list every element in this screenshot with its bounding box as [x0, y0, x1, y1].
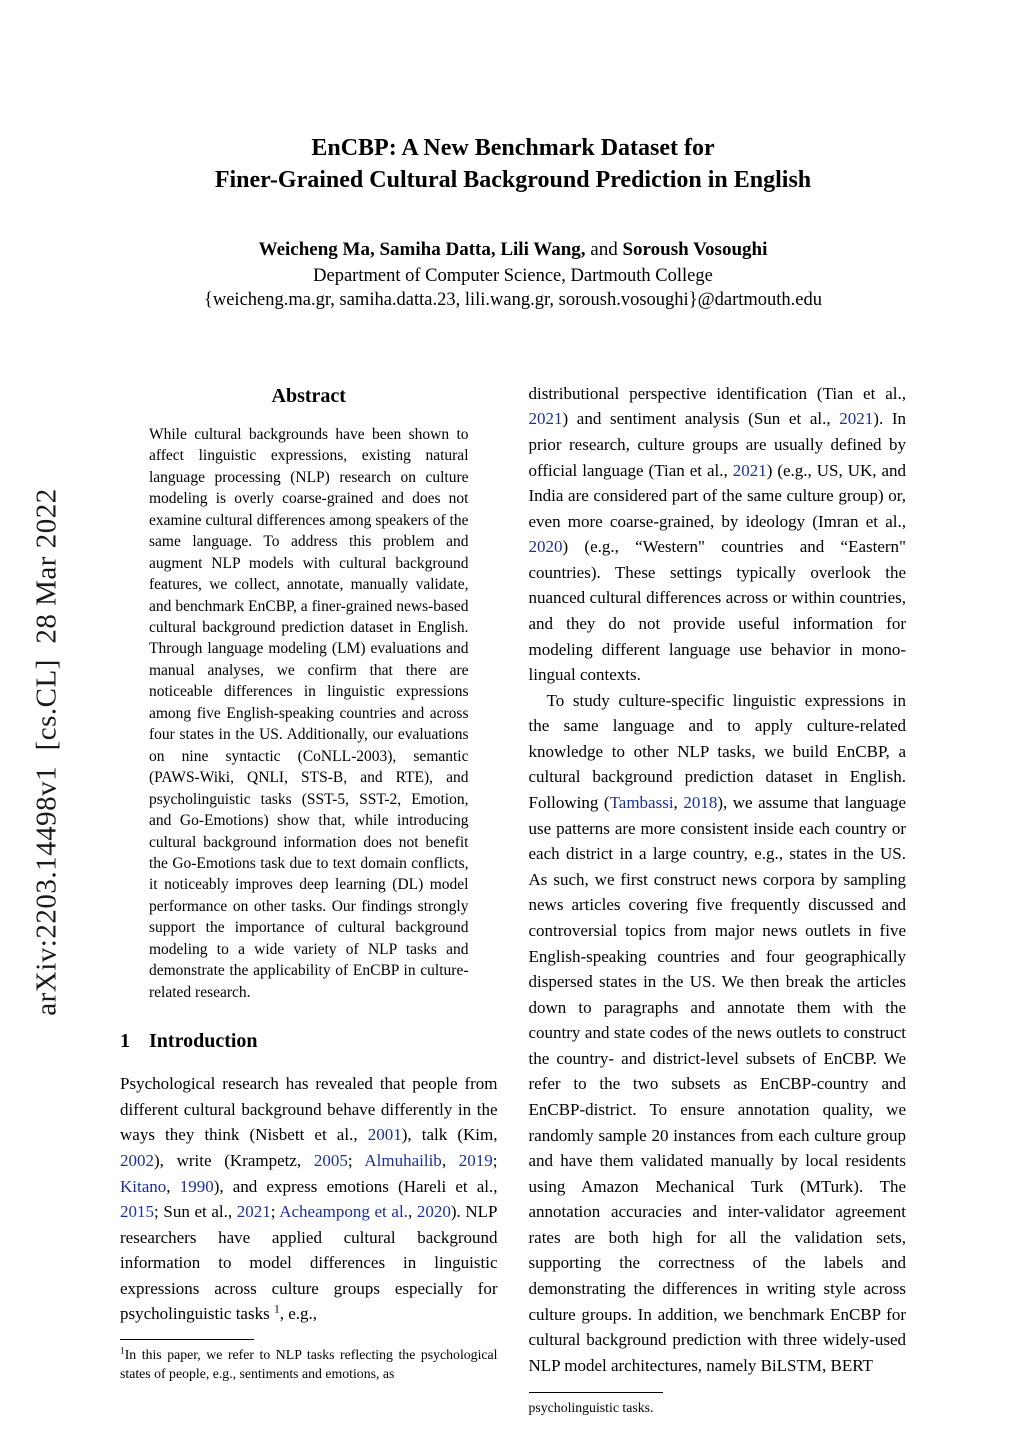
author-emails: {weicheng.ma.gr, samiha.datta.23, lili.wang.gr, soroush.vosoughi}@dartmouth.edu [203, 289, 822, 310]
citation-link[interactable]: Tambassi [609, 793, 674, 813]
text-run: ) (e.g., US, UK, and India are considered part of the same culture group) or, even more coarse-grained, by ideology (Imran et al., [528, 460, 906, 531]
text-run: , [673, 793, 684, 813]
text-run: , [441, 1150, 459, 1170]
text-run: ), write (Krampetz, [154, 1150, 314, 1170]
body-paragraph-1 [529, 381, 907, 688]
text-run: ). In prior research, culture groups are usually defined by official language (Tian et al., [528, 409, 907, 480]
text-run: , [166, 1176, 180, 1196]
two-column-body [120, 381, 906, 1418]
section-heading-introduction [120, 1026, 498, 1056]
footnote-body: In this paper, we refer to NLP tasks reflecting the psychological states of people, e.g., sentiments and emotions, as [120, 1347, 498, 1382]
author-names-group2: Soroush Vosoughi [622, 238, 768, 260]
left-column [120, 381, 498, 1418]
citation-link[interactable]: 2001 [367, 1125, 402, 1145]
citation-link[interactable]: 2002 [120, 1150, 154, 1170]
abstract-heading: Abstract [271, 384, 346, 407]
text-run: ) (e.g., “Western" countries and “Eastern" countries). These settings typically overlook the nuanced cultural differences across or within countries, and they do not provide useful information for modeling different language use behavior in mono-lingual contexts. [528, 537, 906, 685]
text-run: , e.g., [279, 1304, 318, 1324]
citation-link[interactable]: 2005 [313, 1150, 348, 1170]
text-run: ), we assume that language use patterns are more consistent inside each country or each district in a large country, e.g., states in the US. As such, we first construct news corpora by sampling news articles covering five frequently discussed and controversial topics from major news outlets in five English-speaking countries and four geographically dispersed states in the US. We then break the articles down to paragraphs and annotate them with the country and state codes of the news outlets to construct the country- and district-level subsets of EnCBP. We refer to the two subsets as EnCBP-country and EnCBP-district. To ensure annotation quality, we randomly sample 20 instances from each culture group and have them validated manually by local residents using Amazon Mechanical Turk (MTurk). The annotation accuracies and inter-validator agreement rates are both high for all the validation sets, supporting the correctness of the labels and demonstrating the differences in writing style across culture groups. In addition, we benchmark EnCBP for cultural background prediction with three widely-used NLP model architectures, namely BiLSTM, BERT [528, 793, 906, 1375]
footnote-continuation: psycholinguistic tasks. [528, 1400, 654, 1416]
text-run: ; Sun et al., [154, 1202, 237, 1222]
citation-link[interactable]: 2018 [683, 793, 718, 813]
text-run: Psychological research has revealed that people from different cultural background behave differently in the ways they think (Nisbett et al., [120, 1074, 498, 1145]
citation-link[interactable]: 2020 [416, 1202, 451, 1222]
footnote-block-left [120, 1339, 498, 1384]
text-run: ). NLP researchers have applied cultural background information to model differences in linguistic expressions across culture groups especially for psycholinguistic tasks [120, 1202, 498, 1324]
text-run: distributional perspective identification (Tian et al., [528, 383, 906, 403]
affiliation: Department of Computer Science, Dartmouth College [313, 265, 713, 286]
paper-page [120, 0, 906, 1418]
paper-title [120, 133, 906, 197]
citation-link[interactable]: Almuhailib [364, 1150, 442, 1170]
author-names-group1: Weicheng Ma, Samiha Datta, Lili Wang, [258, 238, 586, 260]
citation-link[interactable]: 2015 [120, 1202, 154, 1222]
citation-link[interactable]: 2021 [236, 1202, 271, 1222]
text-run: To study culture-specific linguistic expressions in the same language and to apply culture-related knowledge to other NLP tasks, we build EnCBP, a cultural background prediction dataset in English. Following ( [528, 690, 906, 813]
citation-link[interactable]: 2021 [528, 409, 563, 429]
arxiv-watermark: arXiv:2203.14498v1 [cs.CL] 28 Mar 2022 [30, 488, 63, 1016]
citation-link[interactable]: Acheampong et al. [279, 1202, 408, 1222]
section-title: Introduction [149, 1030, 258, 1053]
footnote-rule [120, 1339, 254, 1340]
text-run: ), and express emotions (Hareli et al., [213, 1176, 498, 1196]
citation-link[interactable]: 1990 [179, 1176, 214, 1196]
footnote-rule [529, 1392, 663, 1393]
citation-link[interactable]: Kitano [120, 1176, 167, 1196]
footnote-block-right [529, 1392, 907, 1417]
authors [120, 239, 906, 261]
intro-paragraph [120, 1071, 498, 1327]
right-column [529, 381, 907, 1418]
text-run: ), talk (Kim, [401, 1125, 498, 1145]
text-run: ; [270, 1202, 280, 1222]
paper-title-line1: EnCBP: A New Benchmark Dataset for [311, 135, 715, 161]
text-run: ; [347, 1150, 365, 1170]
abstract-text: While cultural backgrounds have been shown to affect linguistic expressions, existing natural language processing (NLP) research on culture modeling is overly coarse-grained and does not examine cultural differences among speakers of the same language. To address this problem and augment NLP models with cultural background features, we collect, annotate, manually validate, and benchmark EnCBP, a finer-grained news-based cultural background prediction dataset in English. Through language modeling (LM) evaluations and manual analyses, we confirm that there are noticeable differences in linguistic expressions among five English-speaking countries and across four states in the US. Additionally, our evaluations on nine syntactic (CoNLL-2003), semantic (PAWS-Wiki, QNLI, STS-B, and RTE), and psycholinguistic tasks (SST-5, SST-2, Emotion, and Go-Emotions) show that, while introducing cultural background information does not benefit the Go-Emotions task due to text domain conflicts, it noticeably improves deep learning (DL) model performance on other tasks. Our findings strongly support the importance of cultural background modeling to a wide variety of NLP tasks and demonstrate the applicability of EnCBP in culture-related research. [149, 425, 469, 1001]
citation-link[interactable]: 2021 [732, 460, 767, 480]
paper-header [120, 0, 906, 311]
authors-conjunction: and [590, 238, 618, 260]
citation-link[interactable]: 2021 [839, 409, 874, 429]
paper-title-line2: Finer-Grained Cultural Background Prediction in English [214, 166, 812, 193]
text-run: , [407, 1202, 417, 1222]
body-paragraph-2 [529, 688, 907, 1379]
text-run: ; [492, 1150, 498, 1170]
footnote-marker: 1 [273, 1302, 280, 1316]
citation-link[interactable]: 2020 [528, 537, 563, 557]
text-run: ) and sentiment analysis (Sun et al., [562, 409, 840, 429]
footnote-marker: 1 [120, 1346, 125, 1357]
citation-link[interactable]: 2019 [458, 1150, 493, 1170]
footnote-text [120, 1345, 498, 1384]
section-number: 1 [120, 1030, 130, 1053]
